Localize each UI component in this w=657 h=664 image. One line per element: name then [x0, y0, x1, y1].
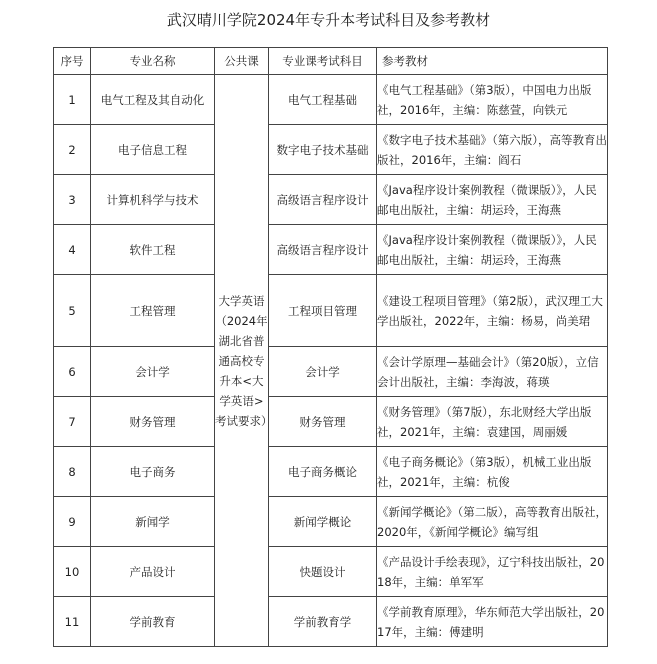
row-reference: 《新闻学概论》（第二版），高等教育出版社，2020年，《新闻学概论》编写组 [377, 497, 608, 547]
row-subject: 工程项目管理 [269, 275, 377, 347]
row-seq: 7 [54, 397, 91, 447]
row-reference: 《建设工程项目管理》（第2版），武汉理工大学出版社，2022年，主编：杨易，尚美珺 [377, 275, 608, 347]
row-reference: 《学前教育原理》，华东师范大学出版社，2017年，主编：傅建明 [377, 597, 608, 647]
row-reference: 《Java程序设计案例教程（微课版）》，人民邮电出版社，主编：胡运玲，王海燕 [377, 175, 608, 225]
header-reference: 参考教材 [377, 48, 608, 75]
row-reference: 《数字电子技术基础》（第六版），高等教育出版社，2016年，主编：阎石 [377, 125, 608, 175]
table-header-row [54, 48, 608, 75]
row-seq: 5 [54, 275, 91, 347]
row-seq: 4 [54, 225, 91, 275]
table-row [54, 225, 608, 275]
header-public-course: 公共课 [215, 48, 269, 75]
row-major: 会计学 [91, 347, 215, 397]
row-reference: 《会计学原理—基础会计》（第20版），立信会计出版社，主编：李海波，蒋瑛 [377, 347, 608, 397]
header-seq: 序号 [54, 48, 91, 75]
row-major: 产品设计 [91, 547, 215, 597]
row-subject: 新闻学概论 [269, 497, 377, 547]
table-row [54, 125, 608, 175]
row-seq: 1 [54, 75, 91, 125]
row-subject: 电气工程基础 [269, 75, 377, 125]
row-subject: 高级语言程序设计 [269, 225, 377, 275]
row-subject: 学前教育学 [269, 597, 377, 647]
row-subject: 会计学 [269, 347, 377, 397]
row-major: 计算机科学与技术 [91, 175, 215, 225]
row-major: 新闻学 [91, 497, 215, 547]
exam-schedule-table [53, 47, 608, 647]
table-row [54, 397, 608, 447]
row-reference: 《电气工程基础》（第3版），中国电力出版社，2016年，主编：陈慈萱，向铁元 [377, 75, 608, 125]
row-subject: 数字电子技术基础 [269, 125, 377, 175]
table-row [54, 447, 608, 497]
table-row [54, 347, 608, 397]
row-major: 工程管理 [91, 275, 215, 347]
row-seq: 2 [54, 125, 91, 175]
row-seq: 10 [54, 547, 91, 597]
header-major: 专业名称 [91, 48, 215, 75]
table-row [54, 175, 608, 225]
row-seq: 8 [54, 447, 91, 497]
row-major: 电子信息工程 [91, 125, 215, 175]
row-major: 电气工程及其自动化 [91, 75, 215, 125]
row-subject: 快题设计 [269, 547, 377, 597]
row-major: 电子商务 [91, 447, 215, 497]
header-subject: 专业课考试科目 [269, 48, 377, 75]
page-title: 武汉晴川学院2024年专升本考试科目及参考教材 [166, 11, 491, 29]
row-reference: 《财务管理》（第7版），东北财经大学出版社，2021年，主编：袁建国，周丽媛 [377, 397, 608, 447]
row-seq: 9 [54, 497, 91, 547]
row-subject: 财务管理 [269, 397, 377, 447]
table-row [54, 547, 608, 597]
row-reference: 《电子商务概论》（第3版），机械工业出版社，2021年，主编：杭俊 [377, 447, 608, 497]
row-seq: 11 [54, 597, 91, 647]
row-seq: 3 [54, 175, 91, 225]
row-major: 财务管理 [91, 397, 215, 447]
public-course-cell: 大学英语（2024年湖北省普通高校专升本<大学英语>考试要求） [215, 75, 269, 647]
row-reference: 《Java程序设计案例教程（微课版）》，人民邮电出版社，主编：胡运玲，王海燕 [377, 225, 608, 275]
row-subject: 高级语言程序设计 [269, 175, 377, 225]
table-row [54, 75, 608, 125]
row-seq: 6 [54, 347, 91, 397]
row-reference: 《产品设计手绘表现》，辽宁科技出版社，2018年，主编：单军军 [377, 547, 608, 597]
table-row [54, 597, 608, 647]
row-subject: 电子商务概论 [269, 447, 377, 497]
row-major: 学前教育 [91, 597, 215, 647]
row-major: 软件工程 [91, 225, 215, 275]
table-row [54, 275, 608, 347]
table-row [54, 497, 608, 547]
